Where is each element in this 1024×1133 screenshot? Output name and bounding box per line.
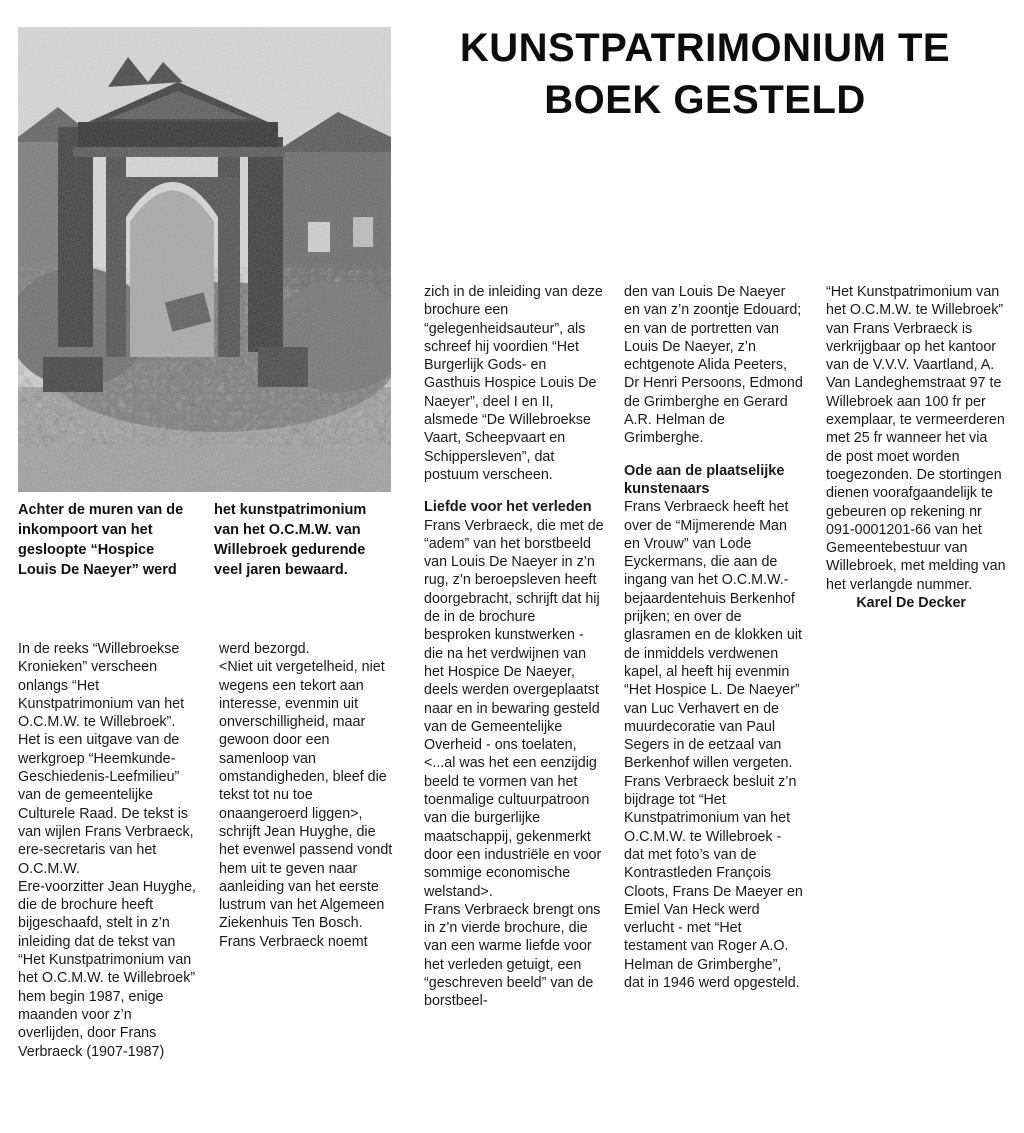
paragraph: <Niet uit vergetelheid, niet wegens een tekort aan interesse, evenmin uit onverschilligheid, maar gewoon door een samenloop van omstandigheden, bleef die tekst tot nu toe onaangeroerd liggen>, schrijft Jean Huyghe, die het evenwel passend vondt hem uit te geven naar aanleiding van het eerste lustrum van het Algemeen Ziekenhuis Ten Bosch. [219, 659, 393, 932]
paragraph: Frans Verbraeck besluit z’n bijdrage tot “Het Kunstpatrimonium van het O.C.M.W. te Willebroek - dat met foto’s van de Kontrastleden François Cloots, Frans De Maeyer en Emiel Van Heck werd verlucht - met “Het testament van Roger A.O. Helman de Grimberghe”, dat in 1946 werd opgesteld. [624, 773, 803, 991]
text-column-1 [18, 640, 196, 1061]
author-byline: Karel De Decker [856, 595, 966, 612]
article-title: KUNSTPATRIMONIUM TE BOEK GESTELD [459, 26, 951, 122]
text-column-3 [424, 283, 604, 1011]
gate-ruin-photo [18, 27, 391, 492]
text-column-4 [624, 283, 804, 992]
photo-caption-left: Achter de muren van de inkompoort van het gesloopte “Hospice Louis De Naeyer” werd [18, 502, 184, 578]
paragraph: Frans Verbraeck noemt [219, 933, 368, 950]
text-column-5 [826, 283, 1006, 612]
text-column-2 [219, 640, 397, 951]
paragraph: Frans Verbraeck, die met de “adem” van het borstbeeld van Louis De Naeyer in z’n rug, z’n beroepsleven heeft doorgebracht, schrijft dat hij de in de brochure besproken kunstwerken - die na het verdwijnen van het Hospice De Naeyer, deels werden overgeplaatst naar en in bewaring gesteld van de Gemeentelijke Overheid - ons toelaten, <...al was het een eenzijdig beeld te vormen van het toenmalige cultuurpatroon van die burgerlijke maatschappij, gekenmerkt door een industriële en voor sommige economische welstand>. [424, 517, 604, 900]
paragraph: den van Louis De Naeyer en van z’n zoontje Edouard; en van de portretten van Louis De Naeyer, z’n echtgenote Alida Peeters, Dr Henri Persoons, Edmond de Grimberghe en Gerard A.R. Helman de Grimberghe. [624, 284, 803, 447]
paragraph: zich in de inleiding van deze brochure een “gelegenheidsauteur”, als schreef hij voordien “Het Burgerlijk Gods- en Gasthuis Hospice Louis De Naeyer”, deel I en II, alsmede “De Willebroekse Vaart, Scheepvaart en Schippersleven”, dat postuum verscheen. [424, 284, 603, 483]
archive-photo [18, 27, 391, 492]
paragraph: werd bezorgd. [219, 641, 310, 657]
paragraph: “Het Kunstpatrimonium van het O.C.M.W. te Willebroek” van Frans Verbraeck is verkrijgbaar op het kantoor van de V.V.V. Vaartland, A. Van Landeghemstraat 97 te Willebroek aan 100 fr per exemplaar, te vermeerderen met 25 fr wanneer het via de post moet worden toegezonden. De stortingen dienen voorafgaandelijk te gebeuren op rekening nr 091-0001201-66 van het Gemeentebestuur van Willebroek, met melding van het verlangde nummer. [826, 284, 1006, 593]
paragraph: Ere-voorzitter Jean Huyghe, die de brochure heeft bijgeschaafd, stelt in z’n inleiding dat de tekst van “Het Kunstpatrimonium van het O.C.M.W. te Willebroek” hem begin 1987, enige maanden voor z’n overlijden, door Frans Verbraeck (1907-1987) [18, 878, 196, 1060]
photo-caption-right: het kunstpatrimonium van het O.C.M.W. van Willebroek gedurende veel jaren bewaard. [214, 502, 367, 578]
paragraph: Frans Verbraeck brengt ons in z’n vierde brochure, die van een warme liefde voor het verleden getuigt, een “geschreven beeld” van de borstbeel- [424, 901, 601, 1010]
section-heading: Liefde voor het verleden [424, 499, 592, 516]
paragraph: Frans Verbraeck heeft het over de “Mijmerende Man en Vrouw” van Lode Eyckermans, die aan de ingang van het O.C.M.W.-bejaardentehuis Berkenhof prijken; en over de glasramen en de klokken uit de inmiddels verdwenen kapel, al heeft hij evenmin “Het Hospice L. De Naeyer” van Luc Verhavert en de muurdecoratie van Paul Segers in de eetzaal van Berkenhof willen vergeten. [624, 499, 803, 772]
paragraph: In de reeks “Willebroekse Kronieken” verscheen onlangs “Het Kunstpatrimonium van het O.C.M.W. te Willebroek”. Het is een uitgave van de werkgroep “Heemkunde-Geschiedenis-Leefmilieu” van de gemeentelijke Culturele Raad. De tekst is van wijlen Frans Verbraeck, ere-secretaris van het O.C.M.W. [18, 641, 194, 877]
section-heading: Ode aan de plaatselijke kunstenaars [624, 462, 785, 497]
